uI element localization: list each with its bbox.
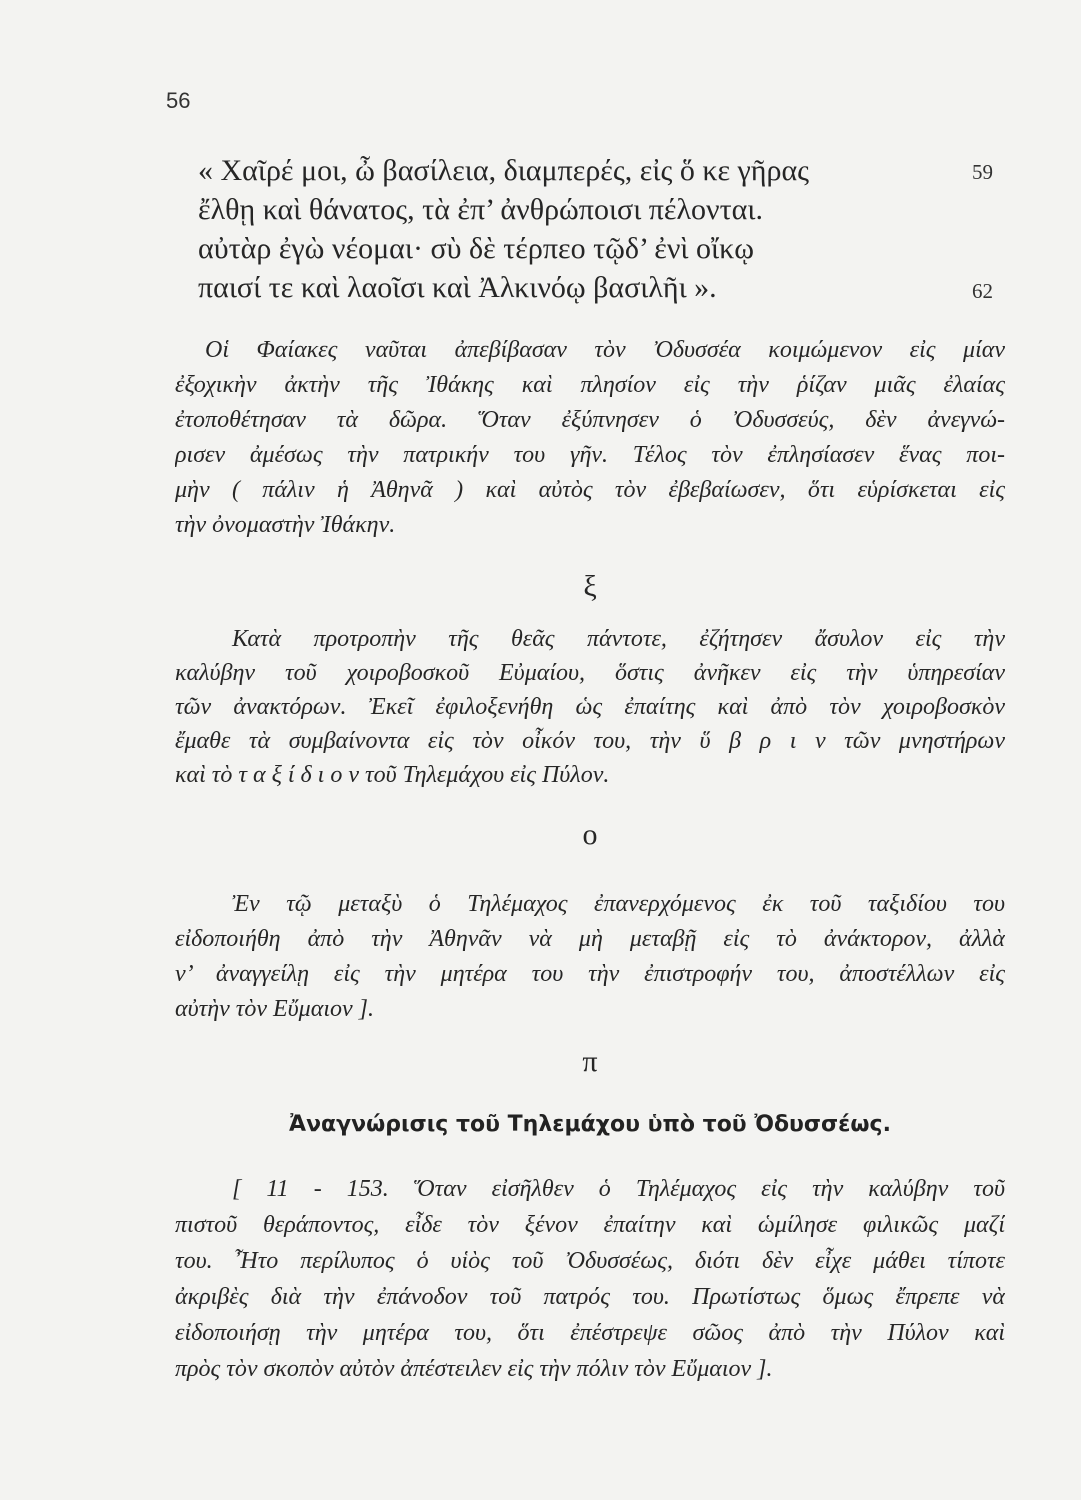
verse-line-number: 59 bbox=[972, 160, 993, 184]
text-line: ἐτοποθέτησαν τὰ δῶρα. Ὅταν ἐξύπνησεν ὁ Ὀδυσσεύς, δὲν ἀνεγνώ- bbox=[175, 407, 1005, 433]
text-line: πιστοῦ θεράποντος, εἶδε τὸν ξένον ἐπαίτην καὶ ὡμίλησε φιλικῶς μαζί bbox=[175, 1212, 1005, 1238]
verse-line-number: 62 bbox=[972, 279, 993, 303]
text-line: πρὸς τὸν σκοπὸν αὐτὸν ἀπέστειλεν εἰς τὴν πόλιν τὸν Εὔμαιον ]. bbox=[175, 1356, 773, 1382]
text-line: τὴν ὀνομαστὴν Ἰθάκην. bbox=[175, 512, 396, 538]
section-marker-omicron: ο bbox=[582, 818, 598, 851]
section-marker-pi: π bbox=[582, 1045, 598, 1078]
text-line: αὐτὴν τὸν Εὔμαιον ]. bbox=[175, 996, 374, 1022]
text-line: Οἱ Φαίακες ναῦται ἀπεβίβασαν τὸν Ὀδυσσέα κοιμώμενον εἰς μίαν bbox=[205, 337, 1005, 363]
text-line: ἐξοχικὴν ἀκτὴν τῆς Ἰθάκης καὶ πλησίον εἰς τὴν ῥίζαν μιᾶς ἐλαίας bbox=[175, 372, 1005, 398]
text-line: εἰδοποιήσῃ τὴν μητέρα του, ὅτι ἐπέστρεψε σῶος ἀπὸ τὴν Πύλον καὶ bbox=[175, 1320, 1005, 1346]
text-line: ρισεν ἀμέσως τὴν πατρικήν του γῆν. Τέλος τὸν ἐπλησίασεν ἕνας ποι- bbox=[175, 442, 1005, 468]
text-line: Κατὰ προτροπὴν τῆς θεᾶς πάντοτε, ἐζήτησεν ἄσυλον εἰς τὴν bbox=[232, 626, 1005, 652]
text-line: εἰδοποιήθη ἀπὸ τὴν Ἀθηνᾶν νὰ μὴ μεταβῇ εἰς τὸ ἀνάκτορον, ἀλλὰ bbox=[175, 926, 1005, 952]
paragraph-section-xi bbox=[175, 622, 1005, 792]
text-line: του. Ἦτο περίλυπος ὁ υἱὸς τοῦ Ὀδυσσέως, διότι δὲν εἶχε μάθει τίποτε bbox=[175, 1248, 1005, 1274]
paragraph-section-pi bbox=[175, 1171, 1005, 1387]
text-line: τῶν ἀνακτόρων. Ἐκεῖ ἐφιλοξενήθη ὡς ἐπαίτης καὶ ἀπὸ τὸν χοιροβοσκὸν bbox=[175, 694, 1005, 720]
verse-line: ἔλθῃ καὶ θάνατος, τὰ ἐπ’ ἀνθρώποισι πέλονται. bbox=[198, 193, 763, 226]
text-line: [ 11 - 153. Ὅταν εἰσῆλθεν ὁ Τηλέμαχος εἰς τὴν καλύβην τοῦ bbox=[232, 1176, 1005, 1202]
paragraph-section-omicron bbox=[175, 887, 1005, 1027]
text-line: καλύβην τοῦ χοιροβοσκοῦ Εὐμαίου, ὅστις ἀνῆκεν εἰς τὴν ὑπηρεσίαν bbox=[175, 660, 1005, 686]
verse-line: παισί τε καὶ λαοῖσι καὶ Ἀλκινόῳ βασιλῆι ». bbox=[198, 271, 717, 304]
section-heading: Ἀναγνώρισις τοῦ Τηλεμάχου ὑπὸ τοῦ Ὀδυσσέως. bbox=[289, 1112, 891, 1137]
page-number: 56 bbox=[166, 88, 191, 113]
paragraph-intro bbox=[175, 333, 1005, 543]
text-line: καὶ τὸ τ α ξ ί δ ι ο ν τοῦ Τηλεμάχου εἰς Πύλον. bbox=[175, 762, 610, 788]
text-line: Ἐν τῷ μεταξὺ ὁ Τηλέμαχος ἐπανερχόμενος ἐκ τοῦ ταξιδίου του bbox=[232, 891, 1005, 917]
verse-quotation bbox=[198, 151, 958, 307]
text-line: ἀκριβὲς διὰ τὴν ἐπάνοδον τοῦ πατρός του. Πρωτίστως ὅμως ἔπρεπε νὰ bbox=[175, 1284, 1005, 1310]
verse-line: « Χαῖρέ μοι, ὦ βασίλεια, διαμπερές, εἰς ὅ κε γῆρας bbox=[198, 154, 810, 187]
text-line: ἔμαθε τὰ συμβαίνοντα εἰς τὸν οἶκόν του, τὴν ὕ β ρ ι ν τῶν μνηστήρων bbox=[175, 728, 1005, 754]
verse-line: αὐτὰρ ἐγὼ νέομαι· σὺ δὲ τέρπεο τῷδ’ ἐνὶ οἴκῳ bbox=[198, 232, 754, 265]
section-marker-xi: ξ bbox=[583, 570, 597, 603]
text-line: μὴν ( πάλιν ἡ Ἀθηνᾶ ) καὶ αὐτὸς τὸν ἐβεβαίωσεν, ὅτι εὑρίσκεται εἰς bbox=[175, 477, 1005, 503]
text-line: ν’ ἀναγγείλῃ εἰς τὴν μητέρα του τὴν ἐπιστροφήν του, ἀποστέλλων εἰς bbox=[175, 961, 1005, 987]
